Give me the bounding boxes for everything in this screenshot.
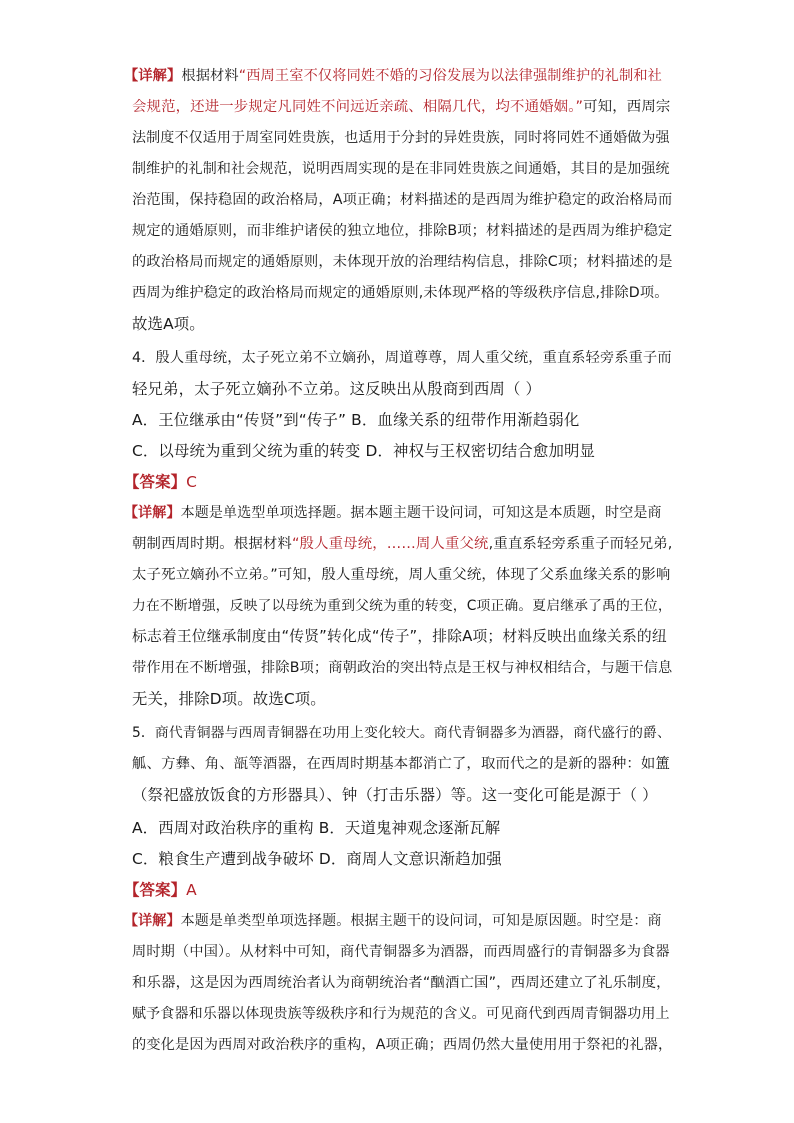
q5-option-d: D．商周人文意识渐趋加强 — [318, 850, 502, 868]
q5-answer — [124, 880, 664, 900]
q5-option-b: B．天道鬼神观念逐渐瓦解 — [318, 819, 501, 837]
q3-explain-line-6: 规定的通婚原则，而非维护诸侯的独立地位，排除B项；材料描述的是西周为维护稳定 — [132, 223, 673, 239]
quoted-material: 会规范，还进一步规定凡同姓不问远近亲疏、相隔几代，均不通婚姻。” — [132, 99, 584, 115]
q3-explain-line-5: 治范围，保持稳固的政治格局，A项正确；材料描述的是西周为维护稳定的政治格局而 — [132, 192, 673, 208]
answer-value: A — [186, 881, 197, 899]
q5-explain-line-4: 赋予食器和乐器以体现贵族等级秩序和行为规范的含义。可见商代到西周青铜器功用上 — [132, 1006, 670, 1022]
answer-label: 【答案】 — [124, 473, 187, 491]
q3-explain-line-9: 故选A项。 — [132, 315, 205, 333]
q4-options-row-2 — [132, 441, 672, 461]
q4-option-a: A．王位继承由“传贤”到“传子” — [132, 411, 347, 429]
q3-explain-line-3: 法制度不仅适用于周室同姓贵族，也适用于分封的异姓贵族，同时将同姓不通婚做为强 — [132, 130, 670, 146]
q3-explain-line-8: 西周为维护稳定的政治格局而规定的通婚原则,未体现严格的等级秩序信息,排除D项。 — [132, 285, 669, 301]
q4-explain-line-2: 朝制西周时期。根据材料“殷人重母统，……周人重父统,重直系轻旁系重子而轻兄弟, — [132, 536, 673, 552]
q4-explain-line-5: 标志着王位继承制度由“传贤”转化成“传子”，排除A项；材料反映出血缘关系的纽 — [132, 628, 667, 645]
q4-option-b: B．血缘关系的纽带作用渐趋弱化 — [351, 411, 580, 429]
q5-option-a: A．西周对政治秩序的重构 — [132, 819, 314, 837]
q3-explain-line-2: 会规范，还进一步规定凡同姓不问远近亲疏、相隔几代，均不通婚姻。”可知，西周宗 — [132, 99, 671, 115]
q3-explain-line-4: 制维护的礼制和社会规范，说明西周实现的是在非同姓贵族之间通婚，其目的是加强统 — [132, 161, 670, 177]
q4-explain-line-7: 无关，排除D项。故选C项。 — [132, 690, 326, 708]
quoted-material: “殷人重母统，……周人重父统 — [291, 536, 489, 552]
q3-explain-line-7: 的政治格局而规定的通婚原则，未体现开放的治理结构信息，排除C项；材料描述的是 — [132, 254, 673, 270]
q5-options-row-1 — [132, 818, 672, 838]
q3-explain-line-1: 【详解】根据材料“西周王室不仅将同姓不婚的习俗发展为以法律强制维护的礼制和社 — [124, 68, 663, 84]
q5-explain-line-3: 和乐器，这是因为西周统治者认为商朝统治者“酗酒亡国”，西周还建立了礼乐制度， — [132, 975, 671, 991]
q5-stem-line-3: （祭祀盛放饭食的方形器具）、钟（打击乐器）等。这一变化可能是源于（ ） — [132, 786, 658, 804]
explain-label: 【详解】 — [124, 505, 181, 521]
q5-explain-line-5: 的变化是因为西周对政治秩序的重构，A项正确；西周仍然大量使用用于祭祀的礼器， — [132, 1037, 673, 1053]
q4-stem-line-1: 4．殷人重母统，太子死立弟不立嫡孙，周道尊尊，周人重父统，重直系轻旁系重子而 — [132, 350, 672, 366]
q4-option-d: D．神权与王权密切结合愈加明显 — [365, 442, 596, 460]
q4-explain-line-3: 太子死立嫡孙不立弟。”可知，殷人重母统，周人重父统，体现了父系血缘关系的影响 — [132, 567, 671, 583]
q5-stem-line-2: 觚、方彝、角、瓿等酒器，在西周时期基本都消亡了，取而代之的是新的器种：如簠 — [132, 756, 671, 772]
q4-explain-line-4: 力在不断增强，反映了以母统为重到父统为重的转变，C项正确。夏启继承了禹的王位， — [132, 598, 672, 614]
q5-explain-line-2: 周时期（中国）。从材料中可知，商代青铜器多为酒器，而西周盛行的青铜器多为食器 — [132, 944, 670, 960]
explain-label: 【详解】 — [124, 68, 182, 84]
q5-explain-line-1: 【详解】本题是单类型单项选择题。根据主题干的设问词，可知是原因题。时空是：商 — [124, 913, 662, 929]
q4-explain-line-1: 【详解】本题是单选型单项选择题。据本题主题干设问词，可知这是本质题，时空是商 — [124, 505, 662, 521]
answer-value: C — [186, 473, 198, 491]
q5-option-c: C．粮食生产遭到战争破坏 — [132, 850, 314, 868]
quoted-material: “西周王室不仅将同姓不婚的习俗发展为以法律强制维护的礼制和社 — [238, 68, 663, 84]
q5-options-row-2 — [132, 849, 672, 869]
q4-option-c: C．以母统为重到父统为重的转变 — [132, 442, 361, 460]
q4-explain-line-6: 带作用在不断增强，排除B项；商朝政治的突出特点是王权与神权相结合，与题干信息 — [132, 660, 673, 676]
q4-answer — [124, 472, 664, 492]
q4-stem-line-2: 轻兄弟，太子死立嫡孙不立弟。这反映出从殷商到西周（ ） — [132, 380, 542, 398]
answer-label: 【答案】 — [124, 881, 187, 899]
q4-options-row-1 — [132, 410, 672, 430]
q5-stem-line-1: 5．商代青铜器与西周青铜器在功用上变化较大。商代青铜器多为酒器，商代盛行的爵、 — [132, 725, 671, 741]
explain-label: 【详解】 — [124, 913, 181, 929]
